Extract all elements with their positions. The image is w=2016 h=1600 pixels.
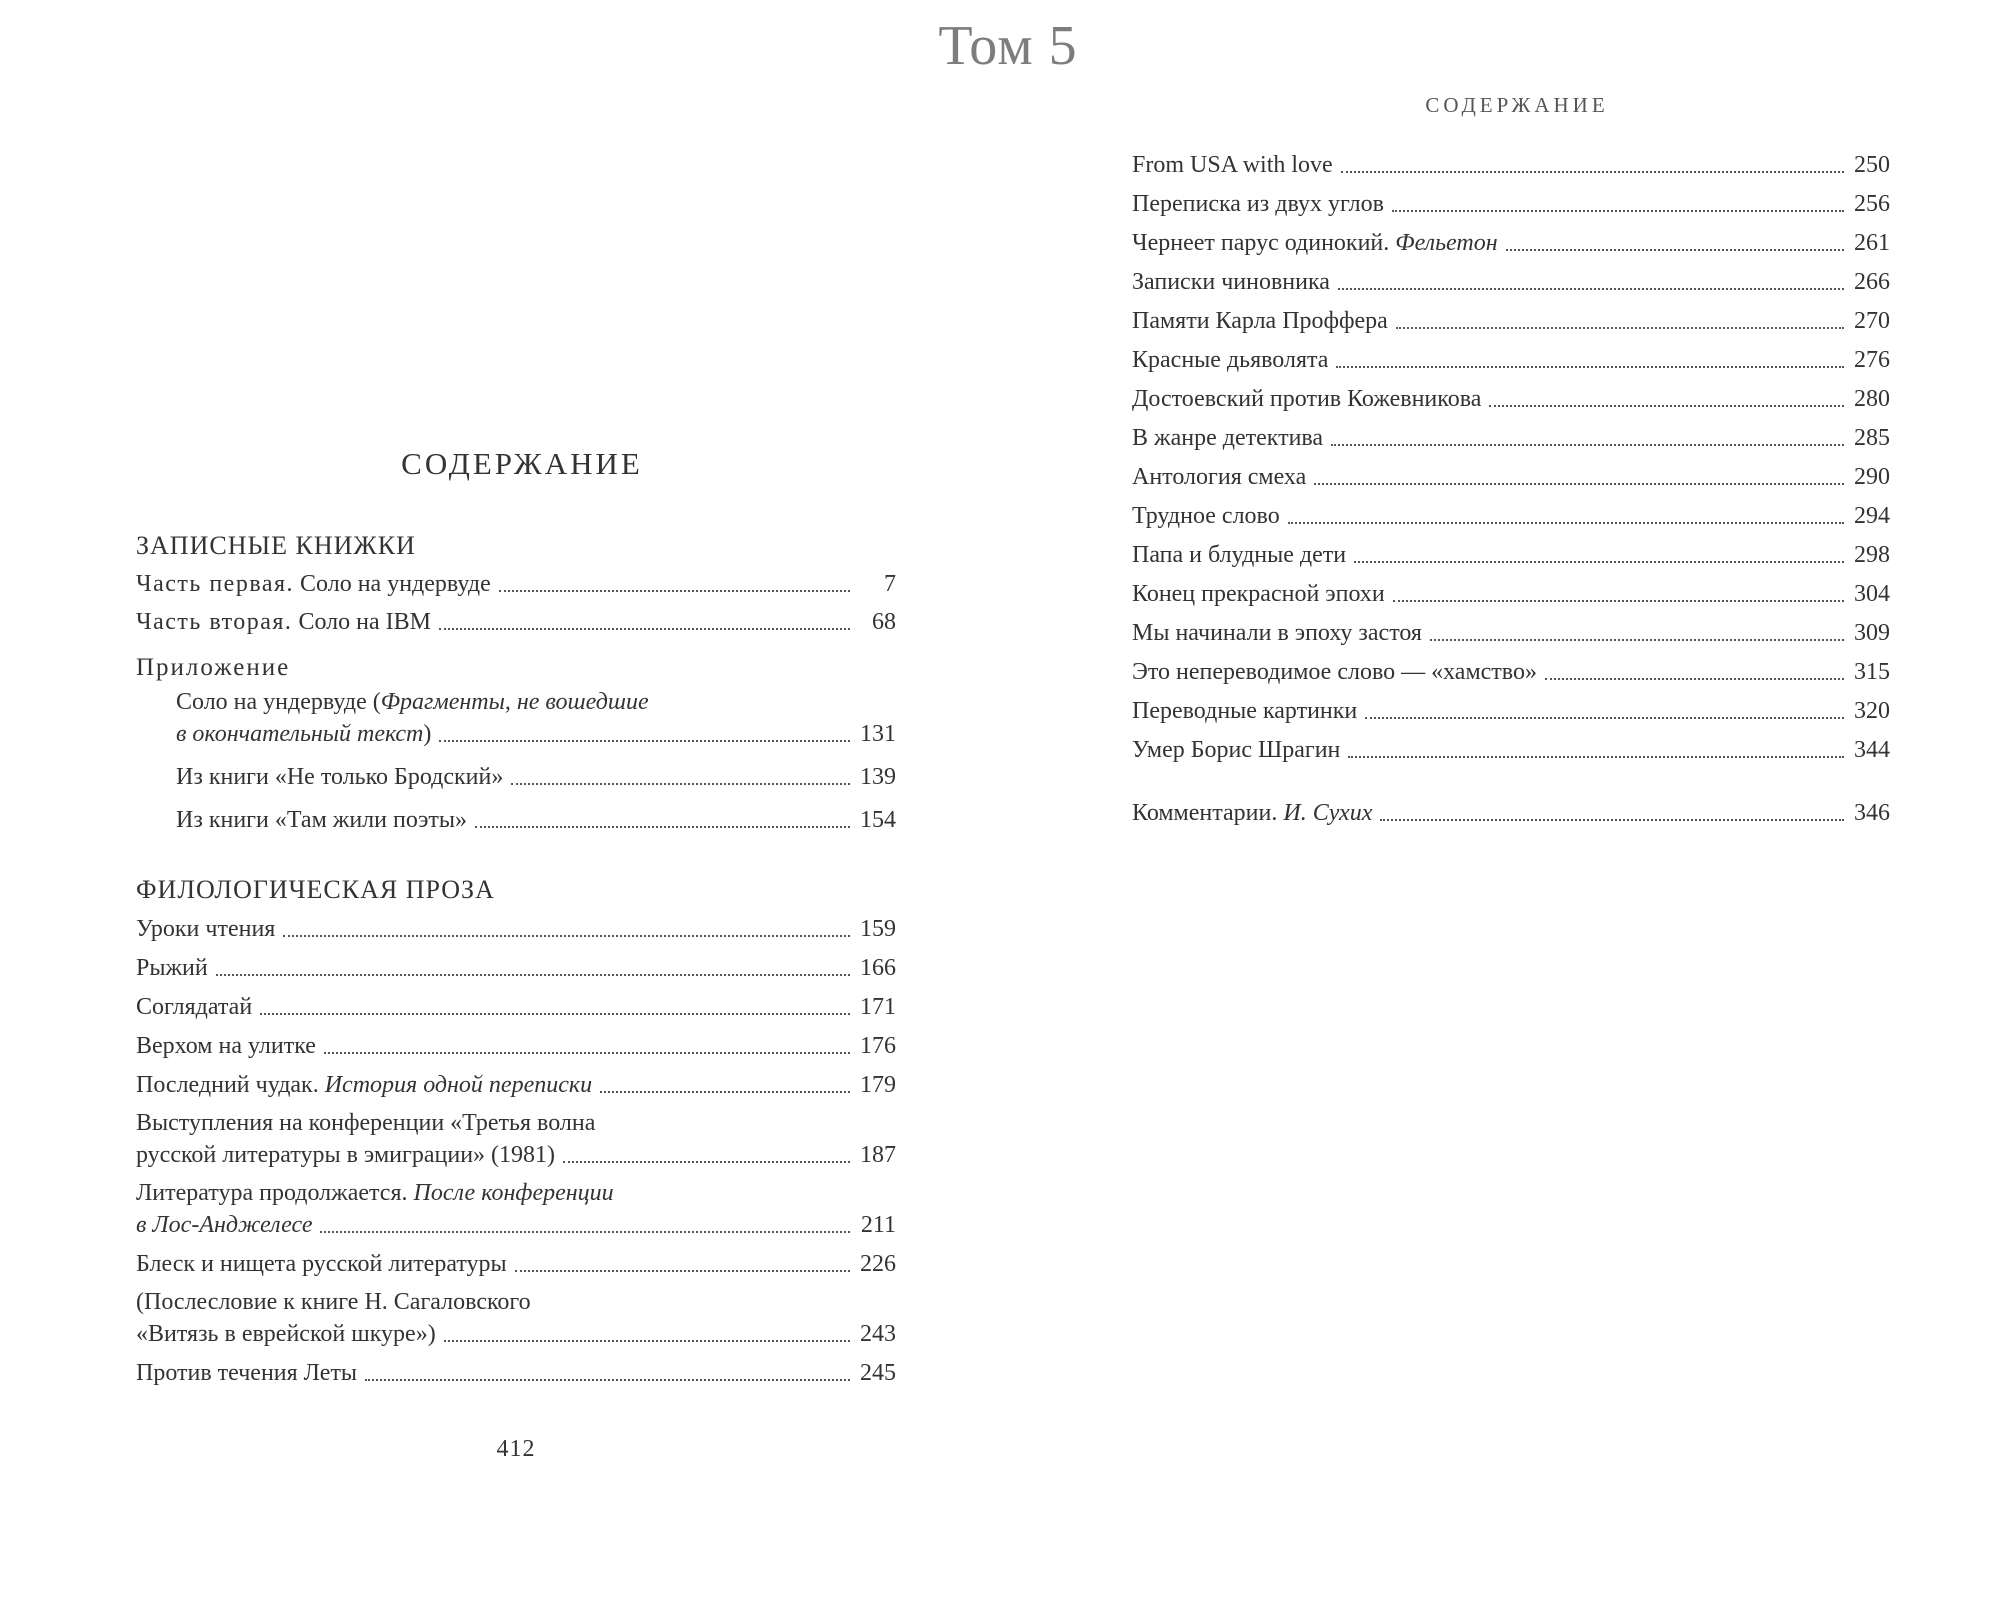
toc-entry [176,750,896,793]
toc-page-number: 176 [860,1033,896,1059]
dot-leader [439,740,850,742]
toc-page-number: 315 [1854,659,1890,685]
toc-page-number: 285 [1854,425,1890,451]
toc-heading: СОДЕРЖАНИЕ [1425,93,1609,117]
toc-entry-title: Памяти Карла Проффера [1132,308,1388,334]
toc-entry-title: Переводные картинки [1132,698,1358,724]
toc-entry-title: Достоевский против Кожевникова [1132,386,1482,412]
toc-entry-title: Выступления на конференции «Третья волна [136,1110,596,1136]
toc-entry-title: Блеск и нищета русской литературы [136,1251,507,1277]
dot-leader [600,1091,850,1093]
toc-entry-title: Из книги «Там жили поэты» [176,807,468,833]
toc-entry [1132,142,1890,181]
toc-page-number: 261 [1854,230,1890,256]
toc-entry [1132,688,1890,727]
dot-leader [1393,600,1844,602]
dot-leader [1341,171,1844,173]
toc-entry-title: Часть вторая. Соло на IBM [136,609,431,635]
toc-page-number: 320 [1854,698,1890,724]
dot-leader [1380,819,1844,821]
toc-entry-title: From USA with love [1132,152,1333,178]
toc-page-number: 250 [1854,152,1890,178]
dot-leader [1392,210,1844,212]
toc-entry [136,1350,896,1389]
right-page [1132,88,1890,829]
dot-leader [1430,639,1844,641]
toc-page-number: 226 [860,1251,896,1277]
toc-entry [136,1241,896,1280]
toc-page-number: 7 [884,571,896,597]
toc-page-number: 166 [860,955,896,981]
toc-page-number: 245 [860,1360,896,1386]
toc-entry-title: Рыжий [136,955,208,981]
toc-entry [136,1209,896,1241]
toc-entry [1132,493,1890,532]
toc-page-number: 179 [860,1072,896,1098]
toc-entry [136,1139,896,1171]
toc-entry-title: (Послесловие к книге Н. Сагаловского [136,1289,531,1315]
toc-entry-title: Литература продолжается. После конференции [136,1180,614,1206]
dot-leader [324,1052,850,1054]
toc-entry-title: Красные дьяволята [1132,347,1329,373]
toc-page-number: 344 [1854,737,1890,763]
dot-leader [216,974,850,976]
toc-page-number: 276 [1854,347,1890,373]
toc-entry [136,1023,896,1062]
toc-entry-title: Из книги «Не только Бродский» [176,764,504,790]
dot-leader [283,935,850,937]
dot-leader [1338,288,1844,290]
toc-page-number: 256 [1854,191,1890,217]
toc-entry [1132,571,1890,610]
appendix-list [136,684,896,836]
toc-page-number: 159 [860,916,896,942]
toc-page-number: 243 [860,1321,896,1347]
toc-page-number: 187 [860,1142,896,1168]
dot-leader [475,826,850,828]
left-page [136,440,896,1389]
appendix-title: Приложение [136,654,291,681]
toc-entry [1132,376,1890,415]
toc-entry-title: Записки чиновника [1132,269,1330,295]
toc-entry-title: Мы начинали в эпоху застоя [1132,620,1422,646]
section-title-notebooks: ЗАПИСНЫЕ КНИЖКИ [136,531,416,560]
toc-entry-title: Трудное слово [1132,503,1280,529]
toc-page-number: 154 [860,807,896,833]
toc-entry-title: Последний чудак. История одной переписки [136,1072,593,1098]
toc-entry-title: Антология смеха [1132,464,1307,490]
toc-entry [136,1062,896,1101]
dot-leader [499,590,850,592]
toc-entry [136,600,896,638]
dot-leader [439,628,850,630]
toc-entry-title: Умер Борис Шрагин [1132,737,1341,763]
toc-entry [136,1171,896,1209]
dot-leader [444,1340,850,1342]
toc-entry [176,793,896,836]
dot-leader [1336,366,1844,368]
toc-entry-title: Комментарии. И. Сухих [1132,800,1373,826]
dot-leader [1489,405,1844,407]
toc-entry-title: в Лос-Анджелесе [136,1212,313,1238]
toc-entry-title: В жанре детектива [1132,425,1324,451]
toc-entry [1132,649,1890,688]
toc-page-number: 171 [860,994,896,1020]
dot-leader [1354,561,1844,563]
toc-entry [1132,610,1890,649]
toc-entry [136,984,896,1023]
toc-page-number: 290 [1854,464,1890,490]
toc-page-number: 280 [1854,386,1890,412]
toc-entry-title: Папа и блудные дети [1132,542,1347,568]
dot-leader [563,1161,850,1163]
dot-leader [320,1231,850,1233]
toc-entry-title: Против течения Леты [136,1360,358,1386]
section-title-philological-prose: ФИЛОЛОГИЧЕСКАЯ ПРОЗА [136,875,495,904]
toc-entry-title: Соглядатай [136,994,253,1020]
dot-leader [1288,522,1844,524]
toc-entry [1132,181,1890,220]
toc-entry: Соло на ундервуде (Фрагменты, не вошедшие [176,689,649,715]
toc-page-number: 68 [872,609,896,635]
dot-leader [1396,327,1844,329]
toc-entry [136,1101,896,1139]
toc-entry [1132,220,1890,259]
toc-entry [1132,532,1890,571]
toc-entry [1132,298,1890,337]
dot-leader [365,1379,850,1381]
volume-title: Том 5 [938,15,1078,77]
toc-entry-title: Чернеет парус одинокий. Фельетон [1132,230,1498,256]
toc-page-number: 270 [1854,308,1890,334]
dot-leader [1331,444,1844,446]
toc-page-number: 309 [1854,620,1890,646]
toc-entry [1132,454,1890,493]
toc-entry-title: «Витязь в еврейской шкуре») [136,1321,436,1347]
toc-entry-title: русской литературы в эмиграции» (1981) [136,1142,556,1168]
dot-leader [260,1013,850,1015]
toc-page-number: 266 [1854,269,1890,295]
toc-entry [136,1318,896,1350]
toc-entry-title: Часть первая. Соло на ундервуде [136,571,491,597]
toc-entry [1132,727,1890,766]
toc-entry [1132,337,1890,376]
toc-page-number: 211 [860,1212,896,1238]
dot-leader [515,1270,850,1272]
toc-page-number: 346 [1854,800,1890,826]
dot-leader [1314,483,1844,485]
dot-leader [1365,717,1844,719]
toc-entry-title: Верхом на улитке [136,1033,316,1059]
toc-entry [1132,415,1890,454]
toc-entry [136,562,896,600]
toc-page-number: 131 [860,721,896,747]
toc-entry-title: Уроки чтения [136,916,276,942]
toc-entry-title: Переписка из двух углов [1132,191,1384,217]
dot-leader [1545,678,1844,680]
toc-page-number: 304 [1854,581,1890,607]
toc-page-number: 294 [1854,503,1890,529]
toc-heading: СОДЕРЖАНИЕ [401,446,643,481]
toc-entry [136,945,896,984]
toc-entry [1132,259,1890,298]
toc-entry [136,1280,896,1318]
toc-entry: в окончательный текст) 131 [176,718,896,750]
page-number: 412 [496,1436,536,1462]
toc-page-number: 298 [1854,542,1890,568]
dot-leader [1506,249,1844,251]
toc-entry-title: Конец прекрасной эпохи [1132,581,1385,607]
dot-leader [511,783,850,785]
dot-leader [1348,756,1844,758]
toc-entry-commentary [1132,790,1890,829]
toc-entry-title: Это непереводимое слово — «хамство» [1132,659,1537,685]
toc-entry [136,906,896,945]
toc-page-number: 139 [860,764,896,790]
